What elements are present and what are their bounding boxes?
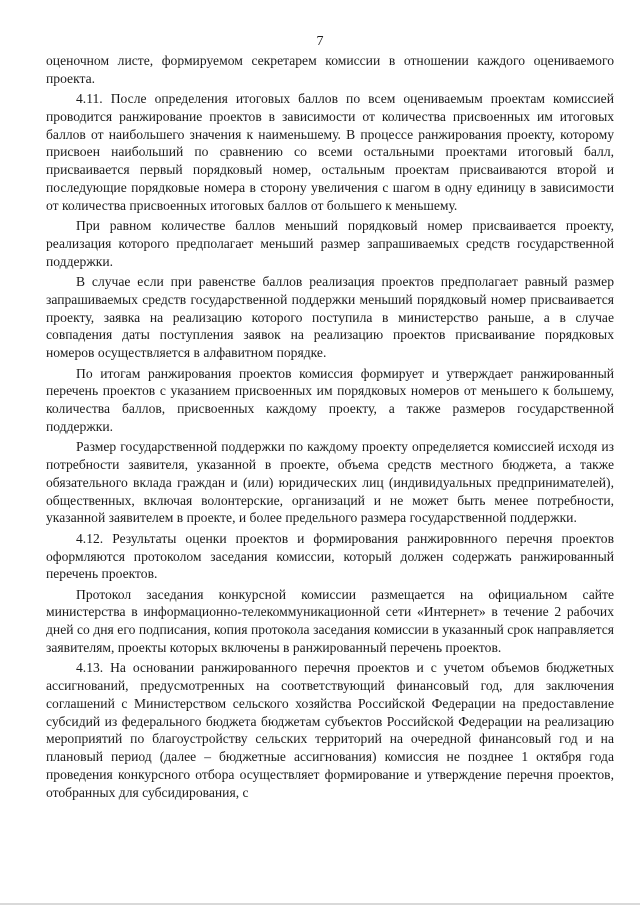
body-text <box>46 52 614 802</box>
page-number: 7 <box>316 34 324 49</box>
paragraph-6: Размер государственной поддержки по каждому проекту определяется комиссией исходя из потребности заявителя, указанной в проекте, объема средств местного бюджета, а также обязательного вклада граждан и (или) юридических лиц (индивидуальных предпринимателей), общественных, включая волонтерские, организаций и не может быть менее потребности, указанной заявителем в проекте, и более предельного размера государственной поддержки. <box>46 439 614 526</box>
paragraph-5: По итогам ранжирования проектов комиссия формирует и утверждает ранжированный перечень проектов с указанием присвоенных им порядковых номеров от меньшего к большему, количества баллов, присвоенных каждому проекту, а также размеров государственной поддержки. <box>46 365 614 434</box>
paragraph-1: оценочном листе, формируемом секретарем комиссии в отношении каждого оцениваемого проекта. <box>46 53 614 86</box>
paragraph-9: 4.13. На основании ранжированного перечня проектов и с учетом объемов бюджетных ассигнований, предусмотренных на соответствующий финансовый год, для заключения соглашений с Министерством сельского хозяйства Российской Федерации на предоставление субсидий из федерального бюджета бюджетам субъектов Российской Федерации на реализацию мероприятий по благоустройству сельских территорий на очередной финансовый год и на плановый период (далее – бюджетные ассигнования) комиссия не позднее 1 октября года проведения конкурсного отбора осуществляет формирование и утверждение перечня проектов, отобранных для субсидирования, с <box>46 660 614 800</box>
paragraph-8: Протокол заседания конкурсной комиссии размещается на официальном сайте министерства в информационно-телекоммуникационной сети «Интернет» в течение 2 рабочих дней со дня его подписания, копия протокола заседания комиссии в указанный срок направляется заявителям, проекты которых включены в ранжированный перечень проектов. <box>46 586 614 655</box>
paragraph-7: 4.12. Результаты оценки проектов и формирования ранжировнного перечня проектов оформляются протоколом заседания комиссии, который должен содержать ранжированный перечень проектов. <box>46 530 614 582</box>
paragraph-4: В случае если при равенстве баллов реализация проектов предполагает равный размер запрашиваемых средств государственной поддержки меньший порядковый номер присваивается проекту, заявка на реализацию которого поступила в министерство раньше, а в случае совпадения даты поступления заявок на реализацию проектов присваивание порядковых номеров осуществляется в алфавитном порядке. <box>46 274 614 361</box>
paragraph-3: При равном количестве баллов меньший порядковый номер присваивается проекту, реализация которого предполагает меньший размер запрашиваемых средств государственной поддержки. <box>46 218 614 269</box>
paragraph-2: 4.11. После определения итоговых баллов по всем оцениваемым проектам комиссией проводится ранжирование проектов в зависимости от количества присвоенных им итоговых баллов от наибольшего значения к наименьшему. В процессе ранжирования проекту, которому присвоен наибольший по сравнению со всеми остальными проектами итоговый балл, присваивается первый порядковый номер, остальным проектам присваиваются второй и последующие порядковые номера в сторону увеличения с шагом в одну единицу в зависимости от количества присвоенных итоговых баллов от большего к меньшему. <box>46 91 614 213</box>
